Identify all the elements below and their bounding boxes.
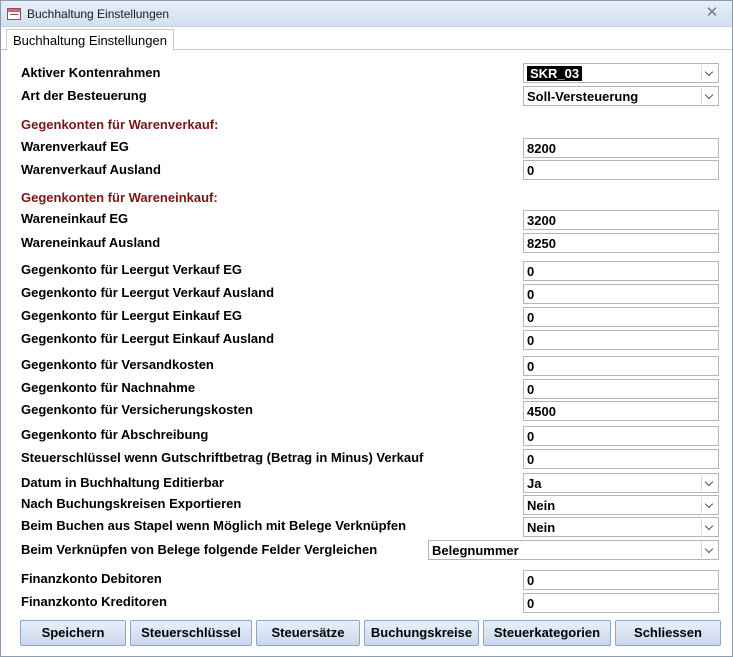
besteuerung-dropdown[interactable] [523, 86, 719, 106]
label-aktiver-kontenrahmen: Aktiver Kontenrahmen [21, 65, 161, 80]
warenverkauf-ausland-field[interactable]: 0 [523, 160, 719, 180]
chevron-down-icon[interactable] [701, 475, 717, 491]
nachnahme-field[interactable]: 0 [523, 379, 719, 399]
label-abschreibung: Gegenkonto für Abschreibung [21, 427, 209, 442]
leergut-verkauf-ausland-field[interactable]: 0 [523, 284, 719, 304]
chevron-down-icon[interactable] [701, 497, 717, 513]
abschreibung-field[interactable]: 0 [523, 426, 719, 446]
label-warenverkauf-eg: Warenverkauf EG [21, 139, 129, 154]
leergut-verkauf-eg-field[interactable]: 0 [523, 261, 719, 281]
label-warenverkauf-ausland: Warenverkauf Ausland [21, 162, 161, 177]
stapel-belege-dropdown[interactable] [523, 517, 719, 537]
besteuerung-value: Soll-Versteuerung [527, 89, 639, 104]
label-belege-vergleichen: Beim Verknüpfen von Belege folgende Felder Vergleichen [21, 542, 378, 557]
belege-vergleichen-dropdown[interactable] [428, 540, 719, 560]
leergut-einkauf-ausland-field[interactable]: 0 [523, 330, 719, 350]
datum-editierbar-dropdown[interactable] [523, 473, 719, 493]
label-wareneinkauf-eg: Wareneinkauf EG [21, 211, 129, 226]
tab-buchhaltung-einstellungen[interactable]: Buchhaltung Einstellungen [6, 29, 174, 51]
label-stapel-belege: Beim Buchen aus Stapel wenn Möglich mit Belege Verknüpfen [21, 518, 407, 533]
section-warenverkauf: Gegenkonten für Warenverkauf: [21, 117, 219, 132]
versicherungskosten-field[interactable]: 4500 [523, 401, 719, 421]
kontenrahmen-value: SKR_03 [527, 66, 582, 81]
versandkosten-field[interactable]: 0 [523, 356, 719, 376]
steuersaetze-button[interactable]: Steuersätze [256, 620, 360, 646]
label-finanzkonto-debitoren: Finanzkonto Debitoren [21, 571, 162, 586]
window-title: Buchhaltung Einstellungen [27, 7, 170, 21]
finanzkonto-debitoren-field[interactable]: 0 [523, 570, 719, 590]
leergut-einkauf-eg-field[interactable]: 0 [523, 307, 719, 327]
wareneinkauf-eg-field[interactable]: 3200 [523, 210, 719, 230]
steuerkategorien-button[interactable]: Steuerkategorien [483, 620, 611, 646]
steuerschluessel-gutschrift-field[interactable]: 0 [523, 449, 719, 469]
chevron-down-icon[interactable] [701, 542, 717, 558]
chevron-down-icon[interactable] [701, 65, 717, 81]
label-leergut-einkauf-ausland: Gegenkonto für Leergut Einkauf Ausland [21, 331, 275, 346]
steuerschluessel-button[interactable]: Steuerschlüssel [130, 620, 252, 646]
datum-editierbar-value: Ja [527, 476, 542, 491]
tab-strip [1, 27, 732, 50]
close-icon[interactable]: ✕ [705, 4, 719, 21]
wareneinkauf-ausland-field[interactable]: 8250 [523, 233, 719, 253]
label-buchungskreise-export: Nach Buchungskreisen Exportieren [21, 496, 242, 511]
label-leergut-verkauf-ausland: Gegenkonto für Leergut Verkauf Ausland [21, 285, 275, 300]
chevron-down-icon[interactable] [701, 88, 717, 104]
form-icon [7, 8, 21, 20]
title-bar [1, 1, 732, 27]
label-finanzkonto-kreditoren: Finanzkonto Kreditoren [21, 594, 167, 609]
chevron-down-icon[interactable] [701, 519, 717, 535]
speichern-button[interactable]: Speichern [20, 620, 126, 646]
schliessen-button[interactable]: Schliessen [615, 620, 721, 646]
label-leergut-verkauf-eg: Gegenkonto für Leergut Verkauf EG [21, 262, 243, 277]
belege-vergleichen-value: Belegnummer [432, 543, 519, 558]
label-nachnahme: Gegenkonto für Nachnahme [21, 380, 196, 395]
label-leergut-einkauf-eg: Gegenkonto für Leergut Einkauf EG [21, 308, 243, 323]
buchungskreise-export-dropdown[interactable] [523, 495, 719, 515]
label-steuerschluessel-gutschrift: Steuerschlüssel wenn Gutschriftbetrag (Betrag in Minus) Verkauf [21, 450, 424, 465]
finanzkonto-kreditoren-field[interactable]: 0 [523, 593, 719, 613]
section-wareneinkauf: Gegenkonten für Wareneinkauf: [21, 190, 218, 205]
label-art-der-besteuerung: Art der Besteuerung [21, 88, 147, 103]
settings-form [1, 50, 732, 656]
label-versicherungskosten: Gegenkonto für Versicherungskosten [21, 402, 253, 417]
buchungskreise-export-value: Nein [527, 498, 556, 513]
kontenrahmen-dropdown[interactable] [523, 63, 719, 83]
label-datum-editierbar: Datum in Buchhaltung Editierbar [21, 475, 224, 490]
stapel-belege-value: Nein [527, 520, 556, 535]
label-versandkosten: Gegenkonto für Versandkosten [21, 357, 214, 372]
warenverkauf-eg-field[interactable]: 8200 [523, 138, 719, 158]
buchungskreise-button[interactable]: Buchungskreise [364, 620, 479, 646]
label-wareneinkauf-ausland: Wareneinkauf Ausland [21, 235, 161, 250]
